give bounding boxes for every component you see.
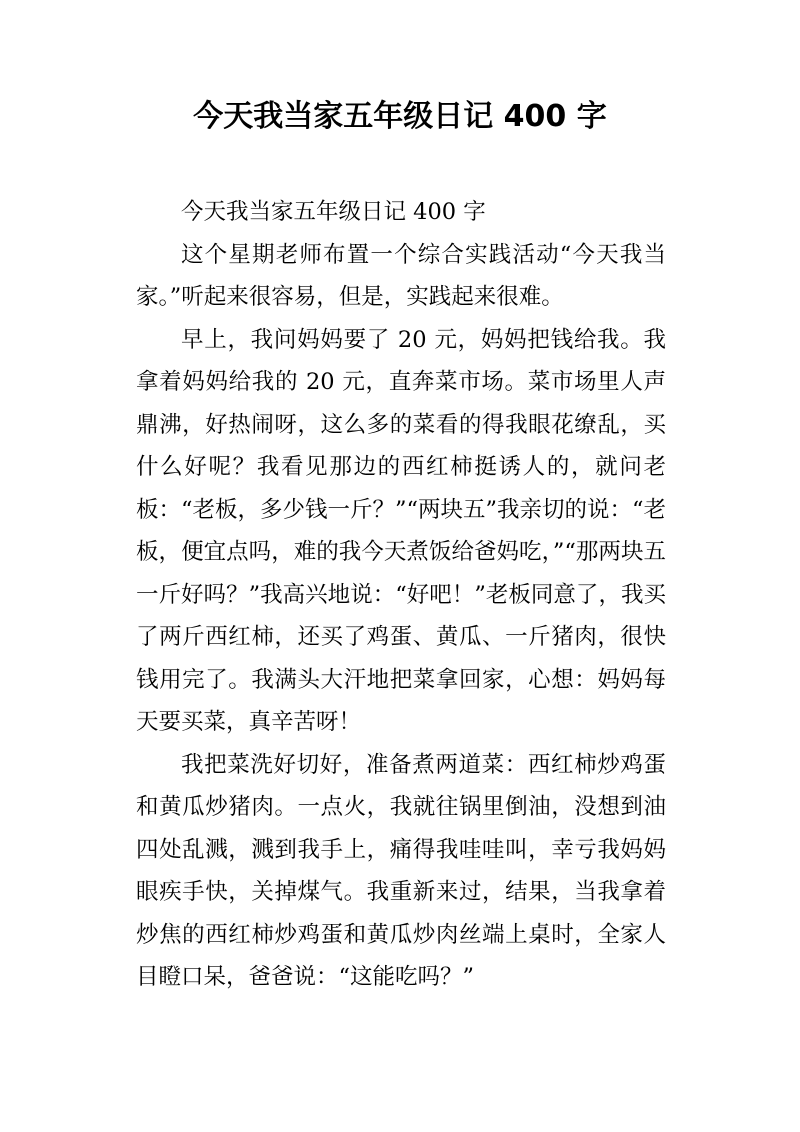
- paragraph-cooking: 我把菜洗好切好，准备煮两道菜：西红柿炒鸡蛋和黄瓜炒猪肉。一点火，我就往锅里倒油，没想到油四处乱溅，溅到我手上，痛得我哇哇叫，幸亏我妈妈眼疾手快，关掉煤气。我重新来过，结果，当我拿着炒焦的西红柿炒鸡蛋和黄瓜炒肉丝端上桌时，全家人目瞪口呆，爸爸说：“这能吃吗？”: [136, 751, 666, 990]
- document-body: [136, 191, 666, 999]
- paragraph-subtitle: 今天我当家五年级日记 400 字: [181, 199, 486, 225]
- paragraph-market: 早上，我问妈妈要了 20 元，妈妈把钱给我。我拿着妈妈给我的 20 元，直奔菜市场。菜市场里人声鼎沸，好热闹呀，这么多的菜看的得我眼花缭乱，买什么好呢？我看见那边的西红柿挺诱人的，就问老板：“老板，多少钱一斤？”“两块五”我亲切的说：“老板，便宜点吗，难的我今天煮饭给爸妈吃，”“那两块五一斤好吗？”我高兴地说：“好吧！”老板同意了，我买了两斤西红柿，还买了鸡蛋、黄瓜、一斤猪肉，很快钱用完了。我满头大汗地把菜拿回家，心想：妈妈每天要买菜，真辛苦呀！: [136, 326, 667, 735]
- document-title: 今天我当家五年级日记 400 字: [193, 99, 607, 134]
- paragraph-intro: 这个星期老师布置一个综合实践活动“今天我当家。”听起来很容易，但是，实践起来很难。: [136, 241, 666, 310]
